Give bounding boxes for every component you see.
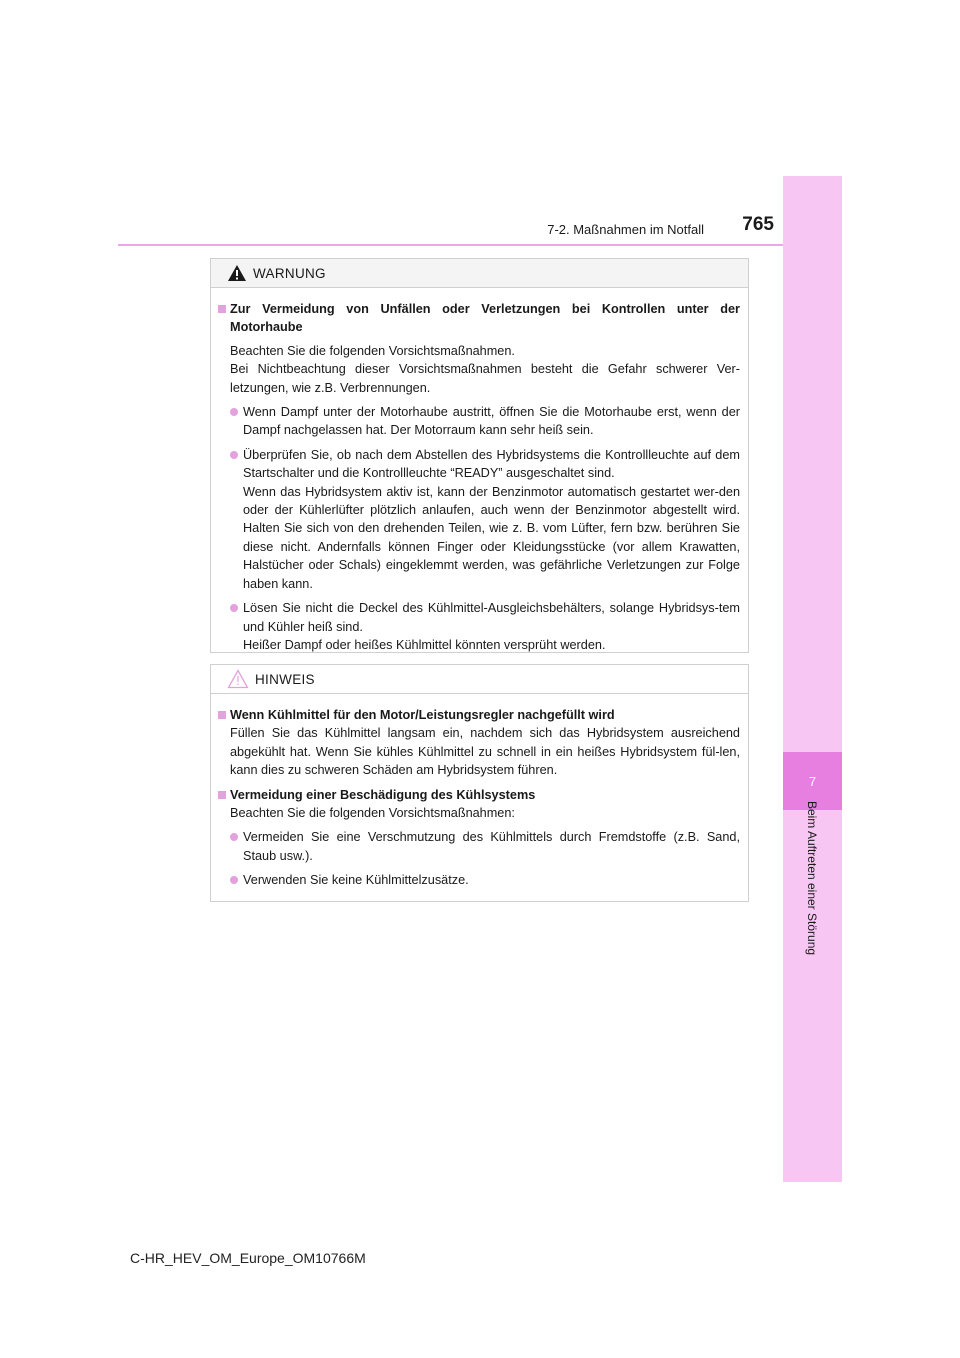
notice-bullet-2: Verwenden Sie keine Kühlmittelzusätze. bbox=[243, 873, 469, 888]
notice-label: HINWEIS bbox=[255, 671, 315, 687]
square-bullet-icon bbox=[218, 305, 226, 313]
warning-bullet-1: Wenn Dampf unter der Motorhaube austritt, öffnen Sie die Motorhaube erst, wenn der Dampf nachgelassen hat. Der Motorraum kann sehr heiß sein. bbox=[243, 405, 740, 438]
warning-heading: Zur Vermeidung von Unfällen oder Verletzungen bei Kontrollen unter der Motorhaube bbox=[230, 302, 740, 335]
round-bullet-icon bbox=[230, 604, 238, 612]
warning-bullet-3-line-1: Lösen Sie nicht die Deckel des Kühlmittel-Ausgleichsbehälters, solange Hybridsys-tem und Kühler heiß sind. bbox=[243, 601, 740, 634]
caution-triangle-icon bbox=[227, 669, 249, 689]
notice-heading-1: Wenn Kühlmittel für den Motor/Leistungsregler nachgefüllt wird bbox=[230, 708, 615, 722]
square-bullet-icon bbox=[218, 711, 226, 719]
warning-triangle-icon bbox=[227, 264, 247, 282]
section-title: 7-2. Maßnahmen im Notfall bbox=[547, 222, 704, 237]
warning-intro-1: Beachten Sie die folgenden Vorsichtsmaßnahmen. bbox=[230, 343, 515, 358]
notice-header bbox=[211, 665, 748, 694]
round-bullet-icon bbox=[230, 451, 238, 459]
notice-box bbox=[210, 664, 749, 902]
notice-text-1: Füllen Sie das Kühlmittel langsam ein, nachdem sich das Hybridsystem ausreichend abgekühlt hat. Wenn Sie kühles Kühlmittel zu schnell in ein heißes Hybridsystem fül-len, kann dies zu schweren Schäden am Hybridsystem führen. bbox=[230, 726, 740, 778]
chapter-side-tab bbox=[783, 176, 842, 1182]
round-bullet-icon bbox=[230, 833, 238, 841]
round-bullet-icon bbox=[230, 876, 238, 884]
header-divider bbox=[118, 244, 783, 246]
chapter-number-badge: 7 bbox=[783, 752, 842, 810]
warning-bullet-2-line-1: Überprüfen Sie, ob nach dem Abstellen des Hybridsystems die Kontrollleuchte auf dem Startschalter und die Kontrollleuchte “READY” ausgeschaltet sind. bbox=[243, 447, 740, 481]
warning-bullet-2-line-2: Wenn das Hybridsystem aktiv ist, kann der Benzinmotor automatisch gestartet wer-den oder der Kühlerlüfter plötzlich anlaufen, auch wenn der Benzinmotor abgestellt wird. Halten Sie sich von den drehenden Teilen, wie z. B. vom Lüfter, fern bzw. berühren Sie diese nicht. Andernfalls können Finger oder Kleidungsstücke (vor allem Krawatten, Halstücher oder Schals) eingeklemmt werden, was gefährliche Verletzungen zur Folge haben kann. bbox=[243, 484, 740, 591]
warning-bullet-3-line-2: Heißer Dampf oder heißes Kühlmittel könnten versprüht werden. bbox=[243, 637, 606, 652]
warning-bullet-2 bbox=[243, 446, 740, 593]
document-code: C-HR_HEV_OM_Europe_OM10766M bbox=[130, 1250, 366, 1266]
round-bullet-icon bbox=[230, 408, 238, 416]
notice-bullet-1: Vermeiden Sie eine Verschmutzung des Kühlmittels durch Fremdstoffe (z.B. Sand, Staub usw.). bbox=[243, 830, 740, 863]
square-bullet-icon bbox=[218, 791, 226, 799]
warning-header bbox=[211, 259, 748, 288]
notice-text-2: Beachten Sie die folgenden Vorsichtsmaßnahmen: bbox=[230, 806, 515, 821]
warning-bullet-3 bbox=[243, 599, 740, 654]
page-number: 765 bbox=[742, 214, 774, 235]
warning-label: WARNUNG bbox=[253, 265, 326, 281]
warning-box bbox=[210, 258, 749, 653]
chapter-title: Beim Auftreten einer Störung bbox=[805, 800, 819, 956]
warning-intro-2: Bei Nichtbeachtung dieser Vorsichtsmaßnahmen besteht die Gefahr schwerer Ver-letzungen, wie z.B. Verbrennungen. bbox=[230, 362, 740, 395]
notice-heading-2: Vermeidung einer Beschädigung des Kühlsystems bbox=[230, 787, 536, 802]
